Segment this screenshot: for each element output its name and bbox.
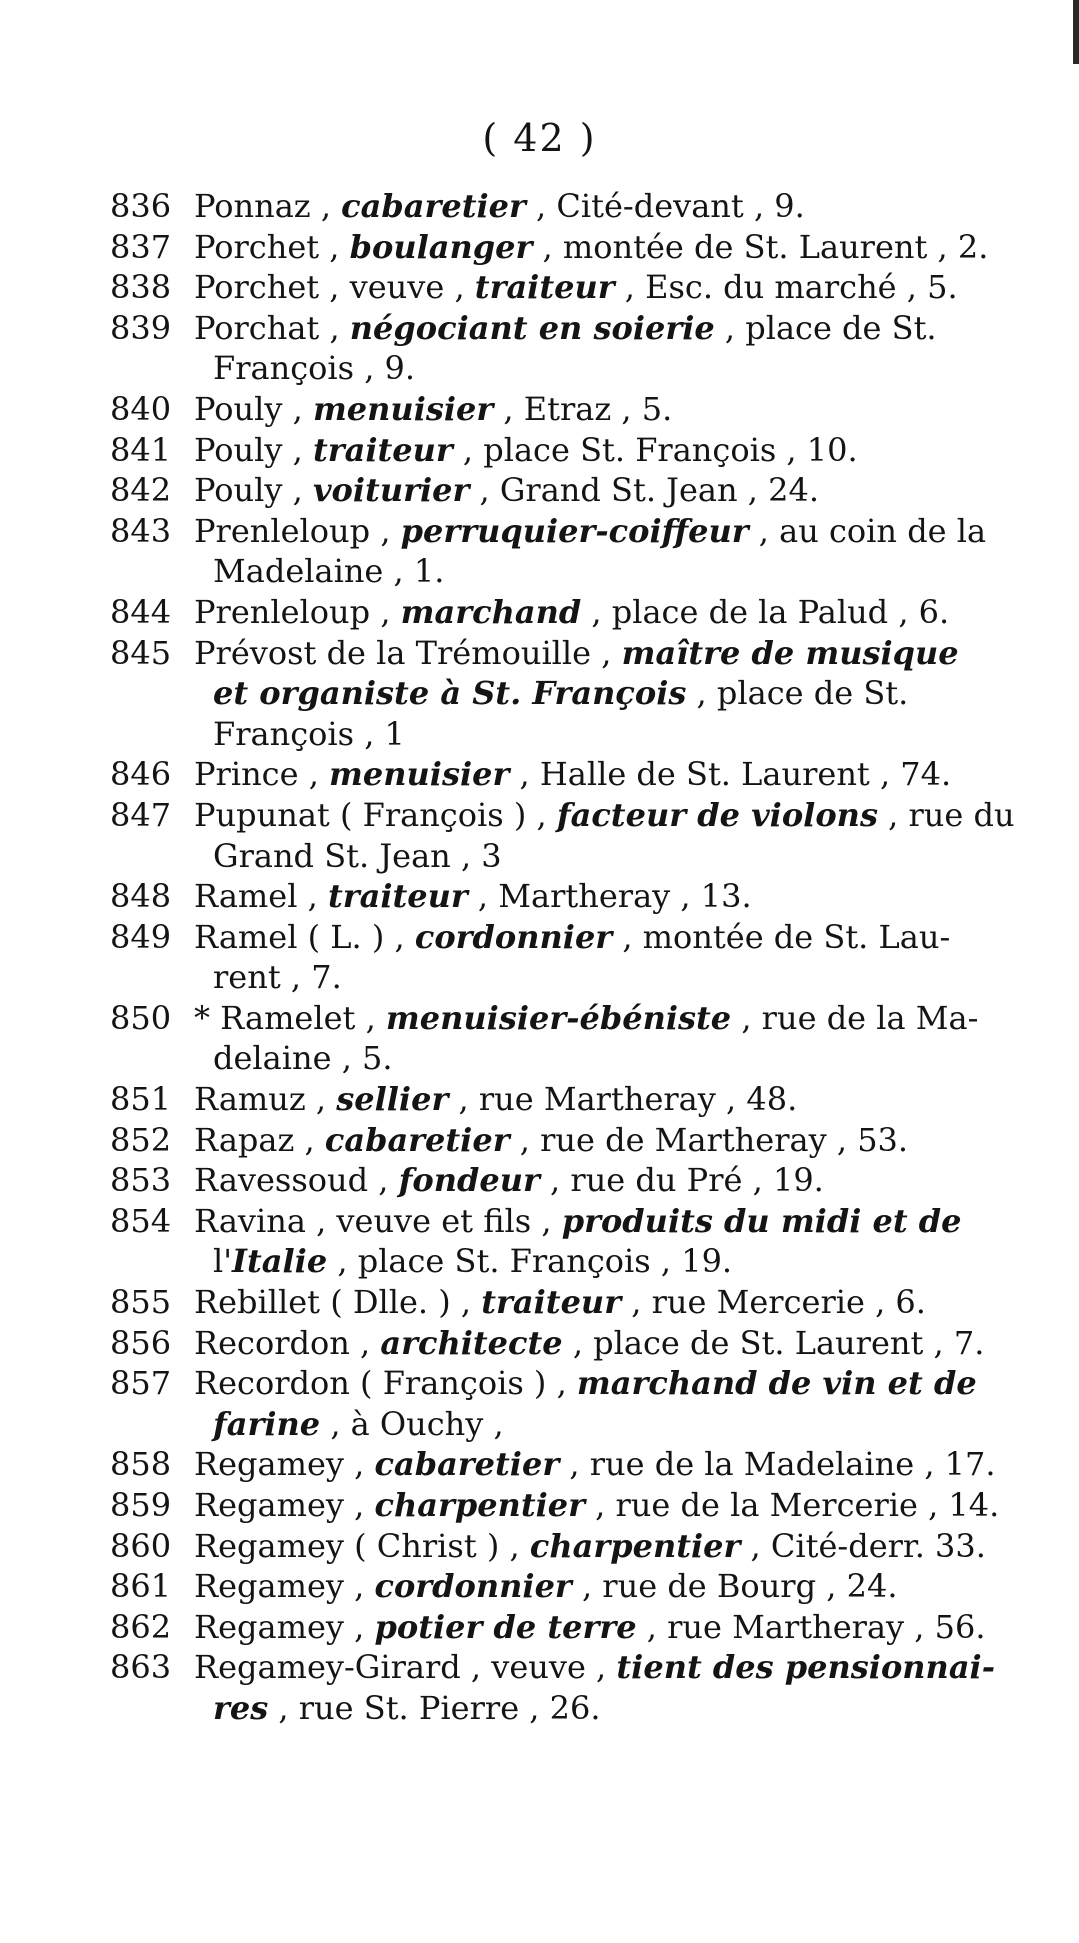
entry-number: 851 (110, 1080, 172, 1119)
entry-first-line (194, 1363, 1025, 1404)
entry-number: 839 (110, 308, 172, 347)
entry-first-line (194, 1444, 1025, 1485)
entry-address: , rue de la Ma- (731, 998, 979, 1037)
entry-number: 850 (110, 998, 172, 1037)
entry-address: , rue du Pré , 19. (539, 1161, 824, 1200)
entry-first-line (194, 430, 1025, 471)
entry-name: Ramel , (194, 877, 328, 916)
directory-entry (110, 754, 1025, 795)
entry-first-line (194, 1323, 1025, 1364)
entry-name: Regamey , (194, 1445, 375, 1484)
entry-number: 841 (110, 430, 172, 469)
entry-address: , rue de Bourg , 24. (571, 1567, 898, 1606)
entry-address: , rue de la Madelaine , 17. (559, 1445, 996, 1484)
entry-trade: traiteur (327, 877, 468, 916)
directory-entry (110, 1444, 1025, 1485)
entry-name: Ponnaz , (194, 187, 342, 225)
entry-number: 847 (110, 795, 172, 834)
entry-first-line (194, 795, 1025, 836)
entry-first-line (194, 1485, 1025, 1526)
directory-entry (110, 430, 1025, 471)
directory-entry (110, 1079, 1025, 1120)
entry-first-line (194, 308, 1025, 349)
directory-entry (110, 1160, 1025, 1201)
entry-first-line (194, 998, 1025, 1039)
entry-continuation-address: , rue St. Pierre , 26. (268, 1688, 601, 1727)
directory-entry (110, 1607, 1025, 1648)
entry-number: 856 (110, 1323, 172, 1362)
entry-number: 843 (110, 511, 172, 550)
directory-entry (110, 795, 1025, 876)
entry-name: Prenleloup , (194, 511, 401, 550)
directory-entry (110, 1526, 1025, 1567)
entry-number: 857 (110, 1364, 172, 1403)
entry-first-line (194, 917, 1025, 958)
directory-entry (110, 389, 1025, 430)
entry-address: , Cité-derr. 33. (740, 1526, 986, 1565)
entry-name: Regamey , (194, 1567, 375, 1606)
entry-address: , place de St. Laurent , 7. (562, 1323, 985, 1362)
entry-number: 840 (110, 389, 172, 428)
entry-trade: cabaretier (341, 187, 526, 225)
entry-trade: boulanger (349, 227, 533, 266)
entry-address: , rue Martheray , 48. (448, 1080, 798, 1119)
entry-trade: sellier (336, 1080, 449, 1119)
directory-entry (110, 1282, 1025, 1323)
entry-number: 860 (110, 1526, 172, 1565)
entry-name: * Ramelet , (194, 998, 386, 1037)
entry-address: , rue Martheray , 56. (636, 1607, 986, 1646)
entry-trade: facteur de violons (556, 795, 878, 834)
entry-name: Rapaz , (194, 1120, 325, 1159)
entry-continuation-address: , à Ouchy , (320, 1404, 504, 1443)
entry-trade: marchand de vin et de (576, 1364, 977, 1403)
entry-name: Rebillet ( Dlle. ) , (194, 1283, 482, 1322)
entry-continuation: Madelaine , 1. (213, 552, 445, 591)
entry-number: 849 (110, 917, 172, 956)
entry-number: 854 (110, 1201, 172, 1240)
entry-trade: cabaretier (374, 1445, 560, 1484)
entry-address: , Martheray , 13. (467, 877, 752, 916)
entry-number: 858 (110, 1445, 172, 1484)
entry-continuation: rent , 7. (213, 958, 342, 997)
entry-first-line (194, 1647, 1025, 1688)
directory-entry (110, 917, 1025, 998)
entry-address: , au coin de la (748, 511, 987, 550)
entry-name: Pouly , (194, 471, 313, 510)
entry-number: 862 (110, 1607, 172, 1646)
entry-first-line (194, 633, 1025, 674)
entry-first-line (194, 754, 1025, 795)
directory-entry (110, 1485, 1025, 1526)
entry-trade: traiteur (312, 430, 453, 469)
entry-address: , place de St. (714, 308, 937, 347)
directory-entry (110, 876, 1025, 917)
directory-entry (110, 998, 1025, 1079)
entry-name: Ramuz , (194, 1080, 337, 1119)
entry-address: , Cité-devant , 9. (525, 187, 805, 225)
entry-number: 855 (110, 1283, 172, 1322)
directory-entry (110, 592, 1025, 633)
directory-entry (110, 227, 1025, 268)
entry-continuation (194, 673, 1025, 714)
directory-entry (110, 1566, 1025, 1607)
entry-trade: potier de terre (374, 1607, 637, 1646)
entry-first-line (194, 1079, 1025, 1120)
entry-continuation: François , 9. (213, 349, 416, 388)
directory-entry (110, 1120, 1025, 1161)
entry-name: Porchet , veuve , (194, 268, 475, 307)
entry-first-line (194, 592, 1025, 633)
entry-first-line (194, 470, 1025, 511)
entry-first-line (194, 876, 1025, 917)
directory-entry (110, 511, 1025, 592)
entry-continuation-trade: et organiste à St. François (213, 674, 687, 713)
entry-trade: fondeur (398, 1161, 540, 1200)
entry-address: , Halle de St. Laurent , 74. (509, 755, 952, 794)
entry-continuation: François , 1 (213, 714, 405, 753)
entry-trade: cordonnier (374, 1567, 572, 1606)
entry-continuation-trade: res (213, 1688, 269, 1727)
entry-number: 837 (110, 227, 172, 266)
directory-entry (110, 470, 1025, 511)
entry-name: Prenleloup , (194, 592, 401, 631)
entry-trade: voiturier (312, 471, 470, 510)
entry-trade: menuisier (312, 389, 494, 428)
entry-trade: cordonnier (414, 917, 613, 956)
entry-number: 859 (110, 1486, 172, 1524)
entry-address: , Grand St. Jean , 24. (469, 471, 820, 510)
entry-continuation-address: , place St. François , 19. (327, 1242, 733, 1281)
entry-number: 848 (110, 877, 172, 916)
entry-number: 838 (110, 268, 172, 307)
entry-number: 852 (110, 1120, 172, 1159)
entry-trade: négociant en soierie (349, 308, 715, 347)
entry-name: Pupunat ( François ) , (194, 795, 557, 834)
entry-trade: perruquier-coiffeur (400, 511, 749, 550)
entry-continuation (194, 1404, 1025, 1445)
entry-trade: charpentier (374, 1486, 585, 1524)
entry-first-line (194, 1120, 1025, 1161)
entry-first-line (194, 227, 1025, 268)
entry-name: Regamey-Girard , veuve , (194, 1648, 617, 1687)
entry-first-line (194, 1160, 1025, 1201)
entry-number: 863 (110, 1648, 172, 1687)
entry-number: 842 (110, 471, 172, 510)
entry-name: Regamey ( Christ ) , (194, 1526, 530, 1565)
directory-entry (110, 1363, 1025, 1444)
entry-first-line (194, 1607, 1025, 1648)
entry-continuation (194, 1688, 1025, 1729)
entry-name: Recordon ( François ) , (194, 1364, 577, 1403)
entry-number: 836 (110, 187, 172, 225)
entry-address: , place de la Palud , 6. (581, 592, 950, 631)
entry-address: , place St. François , 10. (452, 430, 858, 469)
entry-name: Porchet , (194, 227, 350, 266)
entry-address: , Etraz , 5. (493, 389, 673, 428)
directory-entry (110, 308, 1025, 389)
entry-number: 844 (110, 592, 172, 631)
directory-list (110, 186, 1025, 1729)
entry-address: , rue du (877, 795, 1015, 834)
entry-continuation: Grand St. Jean , 3 (213, 836, 502, 875)
entry-first-line (194, 186, 1025, 227)
entry-trade: marchand (400, 592, 582, 631)
entry-continuation-prefix: l' (213, 1242, 233, 1281)
page-edge-rule (1073, 0, 1079, 64)
entry-trade: menuisier (329, 755, 510, 794)
directory-entry (110, 1647, 1025, 1728)
entry-continuation-trade: Italie (232, 1242, 328, 1281)
entry-address: , montée de St. Laurent , 2. (532, 227, 989, 266)
entry-first-line (194, 511, 1025, 552)
entry-trade: menuisier-ébéniste (385, 998, 732, 1037)
entry-first-line (194, 1282, 1025, 1323)
entry-number: 861 (110, 1567, 172, 1606)
entry-name: Pouly , (194, 389, 313, 428)
entry-trade: charpentier (529, 1526, 741, 1565)
entry-address: , rue de Martheray , 53. (509, 1120, 909, 1159)
entry-first-line (194, 267, 1025, 308)
entry-continuation: delaine , 5. (213, 1039, 393, 1078)
entry-name: Prince , (194, 755, 330, 794)
entry-address: , rue Mercerie , 6. (621, 1283, 926, 1322)
entry-first-line (194, 1566, 1025, 1607)
entry-first-line (194, 389, 1025, 430)
directory-entry (110, 633, 1025, 755)
entry-name: Recordon , (194, 1323, 381, 1362)
entry-name: Porchat , (194, 308, 350, 347)
entry-address: , Esc. du marché , 5. (614, 268, 958, 307)
entry-trade: produits du midi et de (561, 1201, 962, 1240)
directory-entry (110, 186, 1025, 227)
entry-number: 846 (110, 755, 172, 794)
entry-trade: traiteur (481, 1283, 622, 1322)
entry-trade: traiteur (474, 268, 615, 307)
entry-name: Ravina , veuve et fils , (194, 1201, 562, 1240)
entry-continuation-trade: farine (213, 1404, 321, 1443)
entry-address: , rue de la Mercerie , 14. (584, 1486, 1000, 1524)
entry-number: 853 (110, 1161, 172, 1200)
entry-number: 845 (110, 633, 172, 672)
page-number: ( 42 ) (482, 116, 597, 160)
directory-entry (110, 1201, 1025, 1282)
directory-entry (110, 1323, 1025, 1364)
entry-first-line (194, 1201, 1025, 1242)
entry-first-line (194, 1526, 1025, 1567)
entry-trade: cabaretier (324, 1120, 510, 1159)
directory-entry (110, 267, 1025, 308)
entry-continuation (194, 1241, 1025, 1282)
entry-name: Ramel ( L. ) , (194, 917, 415, 956)
entry-name: Regamey , (194, 1607, 375, 1646)
entry-trade: tient des pensionnai- (616, 1648, 995, 1687)
entry-continuation-address: , place de St. (686, 674, 909, 713)
entry-name: Regamey , (194, 1486, 375, 1524)
entry-trade: maître de musique (621, 633, 959, 672)
entry-trade: architecte (380, 1323, 563, 1362)
entry-address: , montée de St. Lau- (612, 917, 951, 956)
entry-name: Prévost de la Trémouille , (194, 633, 622, 672)
entry-name: Ravessoud , (194, 1161, 399, 1200)
entry-name: Pouly , (194, 430, 313, 469)
